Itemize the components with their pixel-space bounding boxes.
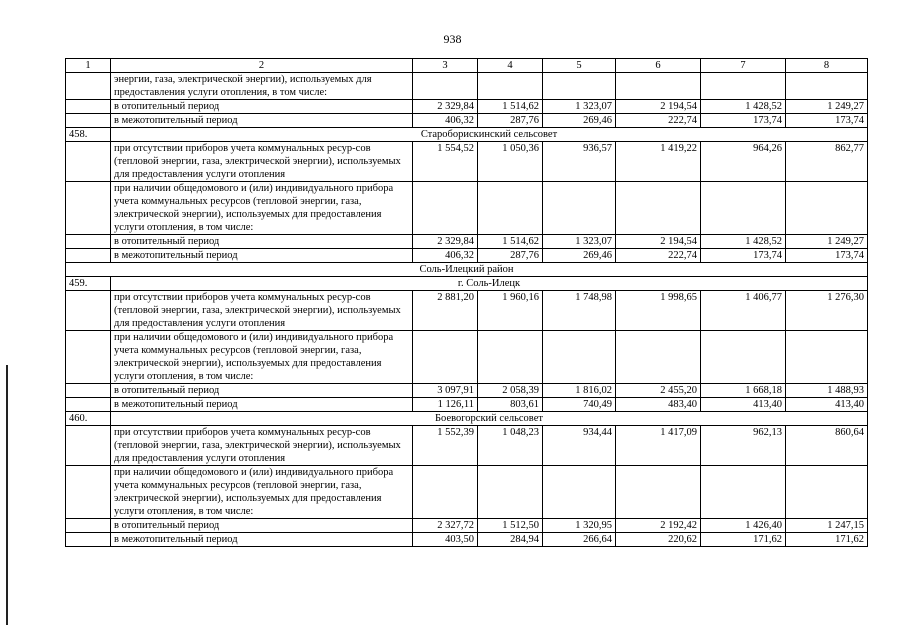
table-row: [66, 466, 868, 519]
row-description: в межотопительный период: [111, 249, 413, 263]
settlement-header-row: [66, 128, 868, 142]
tariff-value: 403,50: [413, 533, 478, 547]
district-name: Соль-Илецкий район: [66, 263, 868, 277]
tariff-value: [786, 466, 868, 519]
row-index: [66, 249, 111, 263]
settlement-header-row: [66, 412, 868, 426]
tariff-value: 2 192,42: [616, 519, 701, 533]
tariff-value: 2 329,84: [413, 235, 478, 249]
tariff-value: 1 514,62: [478, 100, 543, 114]
tariff-value: [701, 466, 786, 519]
tariff-value: [543, 182, 616, 235]
row-description: при отсутствии приборов учета коммунальных ресур-сов (тепловой энергии, газа, электрической энергии), используемых для предоставления услуги отопления: [111, 426, 413, 466]
column-number: 1: [66, 59, 111, 73]
row-description: при наличии общедомового и (или) индивидуального прибора учета коммунальных ресурсов (тепловой энергии, газа, электрической энергии), используемых для предоставления услуги отопления, в том числе:: [111, 331, 413, 384]
tariff-value: 1 417,09: [616, 426, 701, 466]
tariff-value: 2 329,84: [413, 100, 478, 114]
tariff-value: 3 097,91: [413, 384, 478, 398]
tariff-value: [786, 331, 868, 384]
tariff-value: 2 881,20: [413, 291, 478, 331]
tariff-value: 1 960,16: [478, 291, 543, 331]
tariff-value: 2 455,20: [616, 384, 701, 398]
column-number: 4: [478, 59, 543, 73]
tariff-value: 1 816,02: [543, 384, 616, 398]
tariff-value: 222,74: [616, 249, 701, 263]
table-row: [66, 398, 868, 412]
tariff-value: [413, 331, 478, 384]
table-body: [66, 59, 868, 547]
district-header-row: [66, 263, 868, 277]
tariff-value: 1 126,11: [413, 398, 478, 412]
row-index: [66, 466, 111, 519]
tariff-value: [616, 182, 701, 235]
tariff-value: [478, 182, 543, 235]
tariff-value: 287,76: [478, 114, 543, 128]
tariff-value: 1 426,40: [701, 519, 786, 533]
table-row: [66, 235, 868, 249]
tariff-value: [543, 466, 616, 519]
table-row: [66, 519, 868, 533]
tariff-value: 1 512,50: [478, 519, 543, 533]
row-index: 460.: [66, 412, 111, 426]
row-index: 458.: [66, 128, 111, 142]
tariff-value: [701, 73, 786, 100]
tariff-value: 1 748,98: [543, 291, 616, 331]
column-number: 7: [701, 59, 786, 73]
column-number: 2: [111, 59, 413, 73]
tariff-value: 173,74: [786, 114, 868, 128]
tariff-value: [786, 182, 868, 235]
row-description: при наличии общедомового и (или) индивидуального прибора учета коммунальных ресурсов (тепловой энергии, газа, электрической энергии), используемых для предоставления услуги отопления, в том числе:: [111, 182, 413, 235]
tariff-value: [701, 182, 786, 235]
tariff-value: 284,94: [478, 533, 543, 547]
tariff-value: 222,74: [616, 114, 701, 128]
tariff-value: 173,74: [701, 114, 786, 128]
table-row: [66, 533, 868, 547]
row-description: при отсутствии приборов учета коммунальных ресур-сов (тепловой энергии, газа, электрической энергии), используемых для предоставления услуги отопления: [111, 142, 413, 182]
tariff-value: 173,74: [701, 249, 786, 263]
row-index: [66, 100, 111, 114]
tariff-value: 413,40: [786, 398, 868, 412]
table-row: [66, 142, 868, 182]
row-index: [66, 182, 111, 235]
row-description: в отопительный период: [111, 384, 413, 398]
table-row: [66, 73, 868, 100]
tariff-value: 2 194,54: [616, 100, 701, 114]
row-description: в отопительный период: [111, 100, 413, 114]
table-row: [66, 291, 868, 331]
tariff-value: 936,57: [543, 142, 616, 182]
table-row: [66, 426, 868, 466]
tariff-value: 266,64: [543, 533, 616, 547]
column-number: 6: [616, 59, 701, 73]
row-description: при отсутствии приборов учета коммунальных ресур-сов (тепловой энергии, газа, электрической энергии), используемых для предоставления услуги отопления: [111, 291, 413, 331]
tariff-value: 483,40: [616, 398, 701, 412]
row-index: [66, 331, 111, 384]
column-number: 3: [413, 59, 478, 73]
column-number-header-row: [66, 59, 868, 73]
column-number: 8: [786, 59, 868, 73]
settlement-header-row: [66, 277, 868, 291]
tariff-value: 1 050,36: [478, 142, 543, 182]
row-index: [66, 398, 111, 412]
row-description: при наличии общедомового и (или) индивидуального прибора учета коммунальных ресурсов (тепловой энергии, газа, электрической энергии), используемых для предоставления услуги отопления, в том числе:: [111, 466, 413, 519]
table-row: [66, 331, 868, 384]
table-row: [66, 384, 868, 398]
table-row: [66, 249, 868, 263]
tariff-value: 171,62: [701, 533, 786, 547]
row-description: в отопительный период: [111, 235, 413, 249]
tariff-value: [543, 73, 616, 100]
tariff-value: 1 488,93: [786, 384, 868, 398]
tariff-value: 1 668,18: [701, 384, 786, 398]
tariff-value: [413, 182, 478, 235]
tariff-value: 406,32: [413, 249, 478, 263]
page-number: 938: [443, 32, 462, 46]
row-description: в межотопительный период: [111, 398, 413, 412]
row-index: [66, 142, 111, 182]
row-index: [66, 426, 111, 466]
row-index: [66, 291, 111, 331]
tariff-table: [65, 58, 868, 547]
column-number: 5: [543, 59, 616, 73]
table-row: [66, 114, 868, 128]
tariff-value: 740,49: [543, 398, 616, 412]
tariff-value: 269,46: [543, 249, 616, 263]
tariff-value: 220,62: [616, 533, 701, 547]
scan-edge-line: [6, 365, 8, 625]
tariff-value: [413, 466, 478, 519]
settlement-name: Боевогорский сельсовет: [111, 412, 868, 426]
settlement-name: г. Соль-Илецк: [111, 277, 868, 291]
tariff-value: 1 247,15: [786, 519, 868, 533]
row-index: 459.: [66, 277, 111, 291]
tariff-value: [616, 466, 701, 519]
row-description: в межотопительный период: [111, 114, 413, 128]
tariff-value: 1 249,27: [786, 235, 868, 249]
tariff-value: 287,76: [478, 249, 543, 263]
tariff-value: 1 276,30: [786, 291, 868, 331]
row-description: в отопительный период: [111, 519, 413, 533]
tariff-value: 962,13: [701, 426, 786, 466]
row-index: [66, 73, 111, 100]
tariff-value: 2 194,54: [616, 235, 701, 249]
tariff-value: 1 419,22: [616, 142, 701, 182]
table-row: [66, 100, 868, 114]
tariff-value: 1 323,07: [543, 235, 616, 249]
tariff-value: 1 554,52: [413, 142, 478, 182]
tariff-value: 1 320,95: [543, 519, 616, 533]
tariff-value: 862,77: [786, 142, 868, 182]
tariff-value: [413, 73, 478, 100]
settlement-name: Староборискинский сельсовет: [111, 128, 868, 142]
tariff-value: 1 323,07: [543, 100, 616, 114]
table-row: [66, 182, 868, 235]
tariff-value: [478, 73, 543, 100]
tariff-value: 1 428,52: [701, 100, 786, 114]
tariff-value: 2 058,39: [478, 384, 543, 398]
tariff-value: [543, 331, 616, 384]
row-description: в межотопительный период: [111, 533, 413, 547]
tariff-value: 1 552,39: [413, 426, 478, 466]
tariff-value: 171,62: [786, 533, 868, 547]
tariff-value: 803,61: [478, 398, 543, 412]
tariff-value: 860,64: [786, 426, 868, 466]
row-index: [66, 533, 111, 547]
tariff-value: 1 428,52: [701, 235, 786, 249]
row-index: [66, 235, 111, 249]
tariff-value: [616, 331, 701, 384]
row-index: [66, 519, 111, 533]
tariff-value: 934,44: [543, 426, 616, 466]
tariff-value: 964,26: [701, 142, 786, 182]
tariff-value: [786, 73, 868, 100]
tariff-value: 406,32: [413, 114, 478, 128]
tariff-value: 1 514,62: [478, 235, 543, 249]
row-index: [66, 384, 111, 398]
tariff-value: [701, 331, 786, 384]
tariff-value: 413,40: [701, 398, 786, 412]
tariff-value: [478, 466, 543, 519]
tariff-value: 1 406,77: [701, 291, 786, 331]
tariff-value: 269,46: [543, 114, 616, 128]
tariff-value: 1 998,65: [616, 291, 701, 331]
tariff-value: 173,74: [786, 249, 868, 263]
tariff-value: [616, 73, 701, 100]
tariff-value: 1 249,27: [786, 100, 868, 114]
row-index: [66, 114, 111, 128]
tariff-value: [478, 331, 543, 384]
tariff-value: 1 048,23: [478, 426, 543, 466]
row-description: энергии, газа, электрической энергии), используемых для предоставления услуги отопления, в том числе:: [111, 73, 413, 100]
tariff-value: 2 327,72: [413, 519, 478, 533]
